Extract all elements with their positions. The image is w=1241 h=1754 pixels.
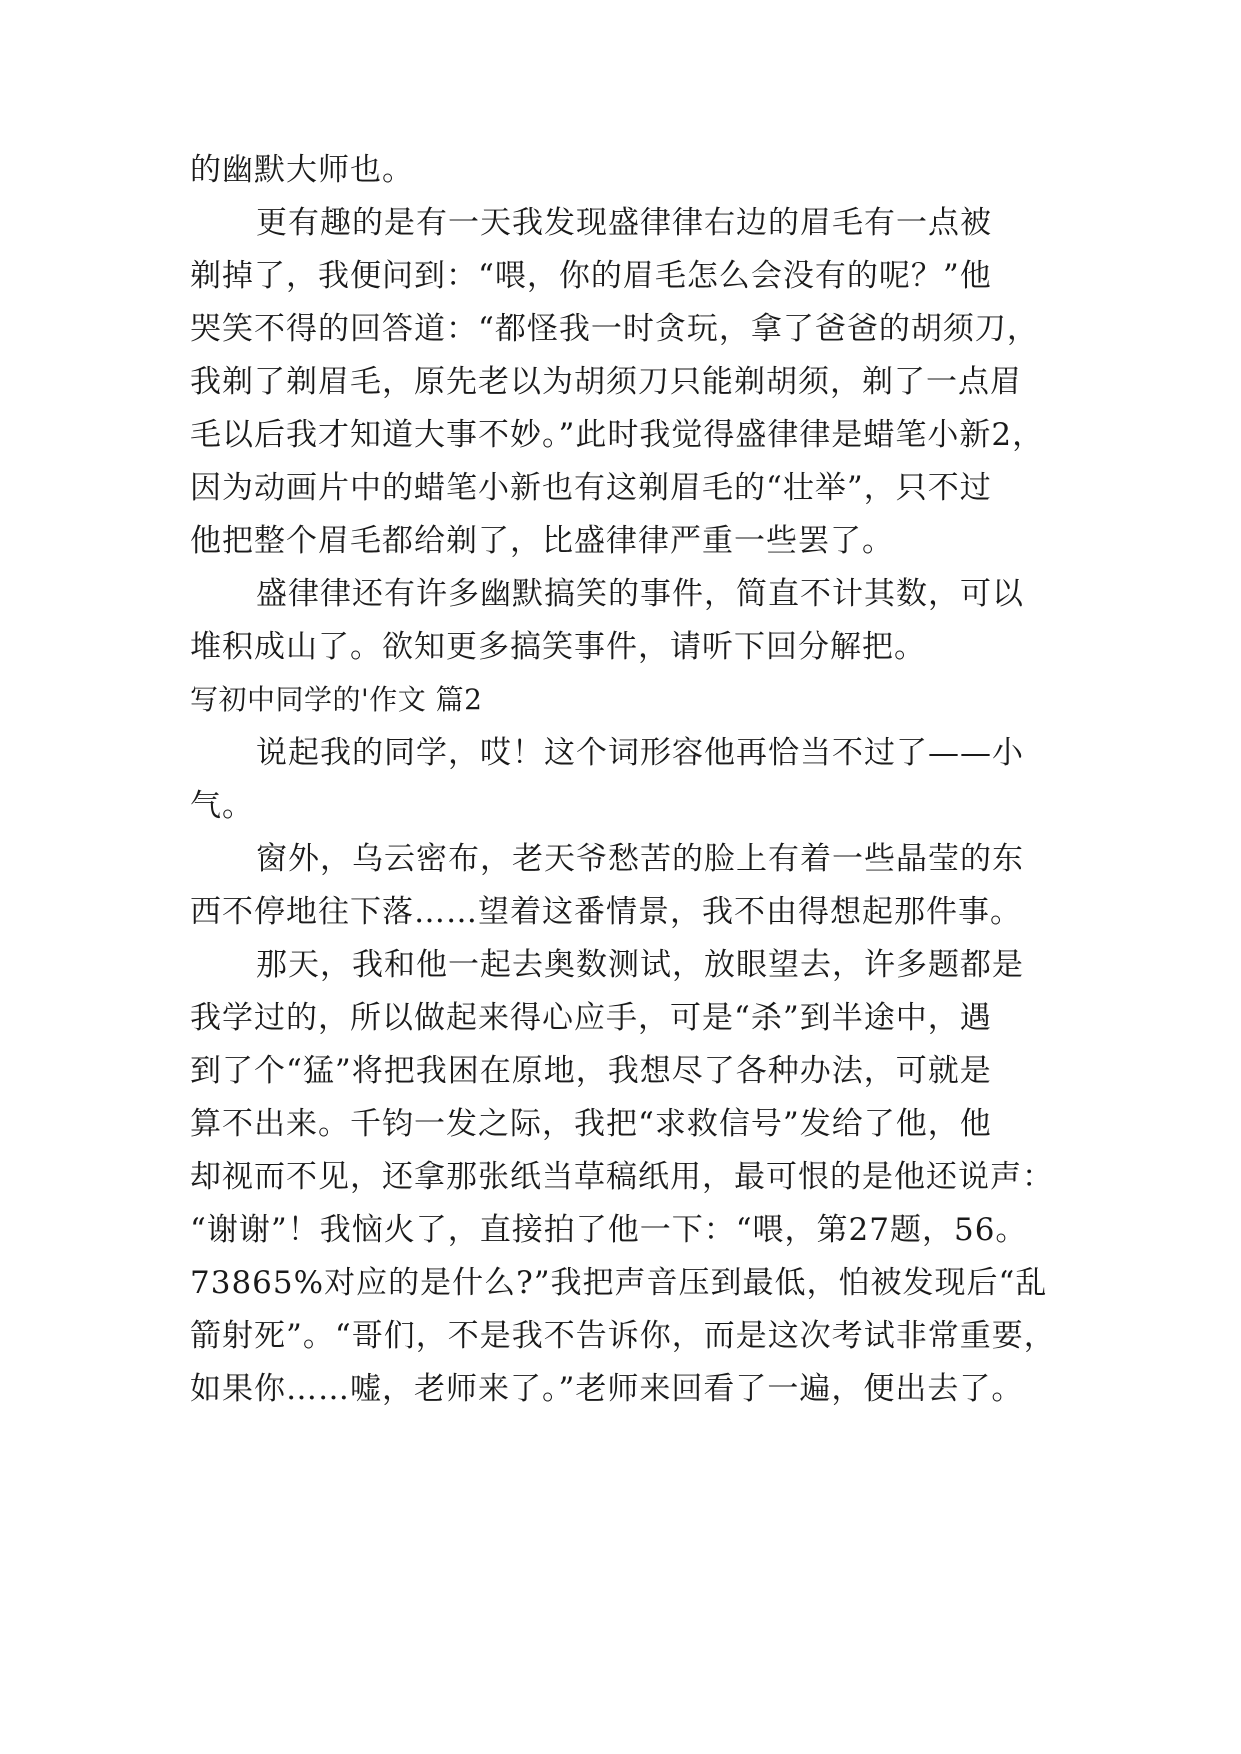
text-line: 西不停地往下落……望着这番情景，我不由得想起那件事。 [190, 894, 1022, 930]
text-line: “谢谢”！我恼火了，直接拍了他一下：“喂，第27题，56。 [190, 1212, 1028, 1248]
text-line: 因为动画片中的蜡笔小新也有这剃眉毛的“壮举”，只不过 [190, 470, 992, 506]
text-line: 堆积成山了。欲知更多搞笑事件，请听下回分解把。 [190, 629, 926, 665]
text-line: 毛以后我才知道大事不妙。”此时我觉得盛律律是蜡笔小新2， [190, 417, 1045, 453]
paragraph-first-line: 那天，我和他一起去奥数测试，放眼望去，许多题都是 [256, 947, 1024, 983]
paragraph-first-line: 说起我的同学，哎！这个词形容他再恰当不过了——小 [256, 735, 1024, 771]
text-line: 到了个“猛”将把我困在原地，我想尽了各种办法，可就是 [190, 1053, 992, 1089]
text-line: 剃掉了，我便问到：“喂，你的眉毛怎么会没有的呢？”他 [190, 258, 992, 294]
text-line: 的幽默大师也。 [190, 152, 414, 188]
text-line: 我学过的，所以做起来得心应手，可是“杀”到半途中，遇 [190, 1000, 992, 1036]
paragraph-first-line: 盛律律还有许多幽默搞笑的事件，简直不计其数，可以 [256, 576, 1024, 612]
text-line: 如果你……嘘，老师来了。”老师来回看了一遍，便出去了。 [190, 1371, 1024, 1407]
text-line: 箭射死”。“哥们，不是我不告诉你，而是这次考试非常重要， [190, 1318, 1056, 1354]
text-line: 却视而不见，还拿那张纸当草稿纸用，最可恨的是他还说声： [190, 1159, 1054, 1195]
paragraph-first-line: 更有趣的是有一天我发现盛律律右边的眉毛有一点被 [256, 205, 992, 241]
section-heading: 写初中同学的'作文 篇2 [190, 683, 483, 716]
text-line: 73865%对应的是什么?”我把声音压到最低，怕被发现后“乱 [190, 1265, 1048, 1301]
text-line: 他把整个眉毛都给剃了，比盛律律严重一些罢了。 [190, 523, 894, 559]
paragraph-first-line: 窗外，乌云密布，老天爷愁苦的脸上有着一些晶莹的东 [256, 841, 1024, 877]
text-line: 气。 [190, 788, 254, 824]
text-line: 哭笑不得的回答道：“都怪我一时贪玩，拿了爸爸的胡须刀， [190, 311, 1039, 347]
text-line: 我剃了剃眉毛，原先老以为胡须刀只能剃胡须，剃了一点眉 [190, 364, 1022, 400]
text-line: 算不出来。千钧一发之际，我把“求救信号”发给了他，他 [190, 1106, 992, 1142]
